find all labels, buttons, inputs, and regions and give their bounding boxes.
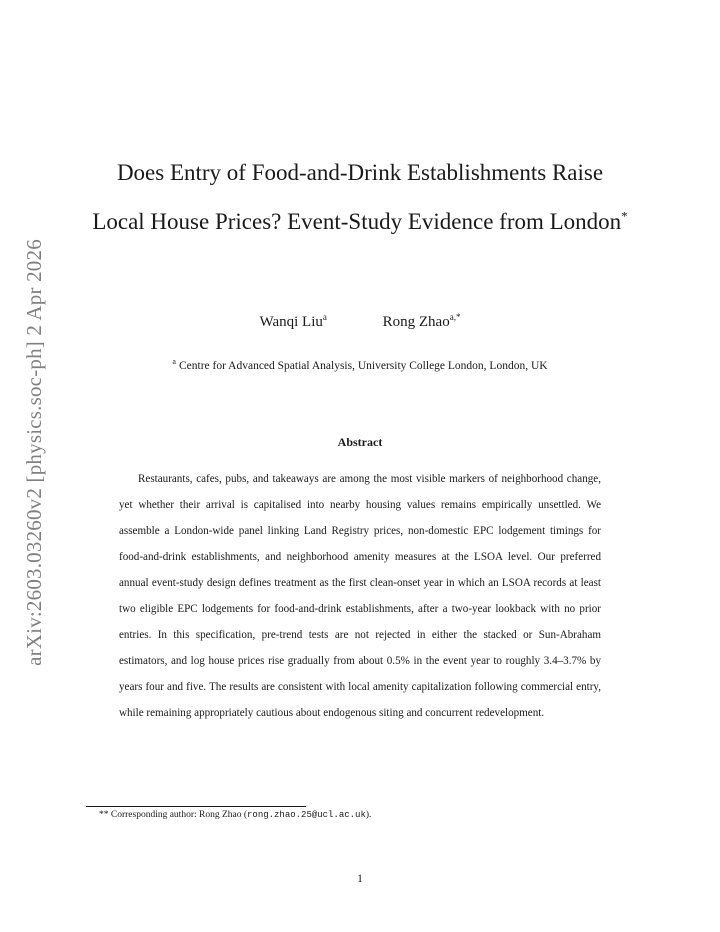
affiliation-mark: a <box>172 357 176 366</box>
arxiv-identifier-text: arXiv:2603.03260v2 [physics.soc-ph] 2 Apr 2026 <box>21 239 46 666</box>
author-1-affiliation-mark: a <box>322 312 327 322</box>
title-footnote-mark: * <box>621 208 628 224</box>
footnote-suffix: ). <box>365 810 372 820</box>
corresponding-author-footnote <box>99 810 619 820</box>
author-2 <box>383 312 461 331</box>
page-number: 1 <box>357 871 363 885</box>
author-1 <box>260 312 327 331</box>
author-2-name: Rong Zhao <box>382 314 450 330</box>
affiliation-text: Centre for Advanced Spatial Analysis, University College London, London, UK <box>178 359 548 372</box>
arxiv-identifier-stamp <box>12 225 56 680</box>
footnote-mark: ** <box>99 810 109 820</box>
paper-title-text: Does Entry of Food-and-Drink Establishments Raise Local House Prices? Event-Study Evidence from London <box>92 160 622 234</box>
author-2-affiliation-mark: a,* <box>449 312 461 322</box>
author-list <box>0 312 720 331</box>
author-email-link[interactable]: rong.zhao.25@ucl.ac.uk <box>247 810 366 820</box>
author-1-name: Wanqi Liu <box>259 314 323 330</box>
affiliation <box>0 357 720 372</box>
footnote-divider <box>86 806 306 807</box>
paper-title <box>90 148 630 246</box>
footnote-label: Corresponding author: Rong Zhao ( <box>110 810 248 820</box>
abstract-heading: Abstract <box>337 435 383 449</box>
abstract-body: Restaurants, cafes, pubs, and takeaways are among the most visible markers of neighborhood change, yet whether their arrival is capitalised into nearby housing values remains empirically unsettled. We assemble a London-wide panel linking Land Registry prices, non-domestic EPC lodgement timings for food-and-drink establishments, and neighborhood amenity measures at the LSOA level. Our preferred annual event-study design defines treatment as the first clean-onset year in which an LSOA records at least two eligible EPC lodgements for food-and-drink establishments, after a two-year lookback with no prior entries. In this specification, pre-trend tests are not rejected in either the stacked or Sun-Abraham estimators, and log house prices rise gradually from about 0.5% in the event year to roughly 3.4–3.7% by years four and five. The results are consistent with local amenity capitalization following commercial entry, while remaining appropriately cautious about endogenous siting and concurrent redevelopment. <box>119 473 601 719</box>
